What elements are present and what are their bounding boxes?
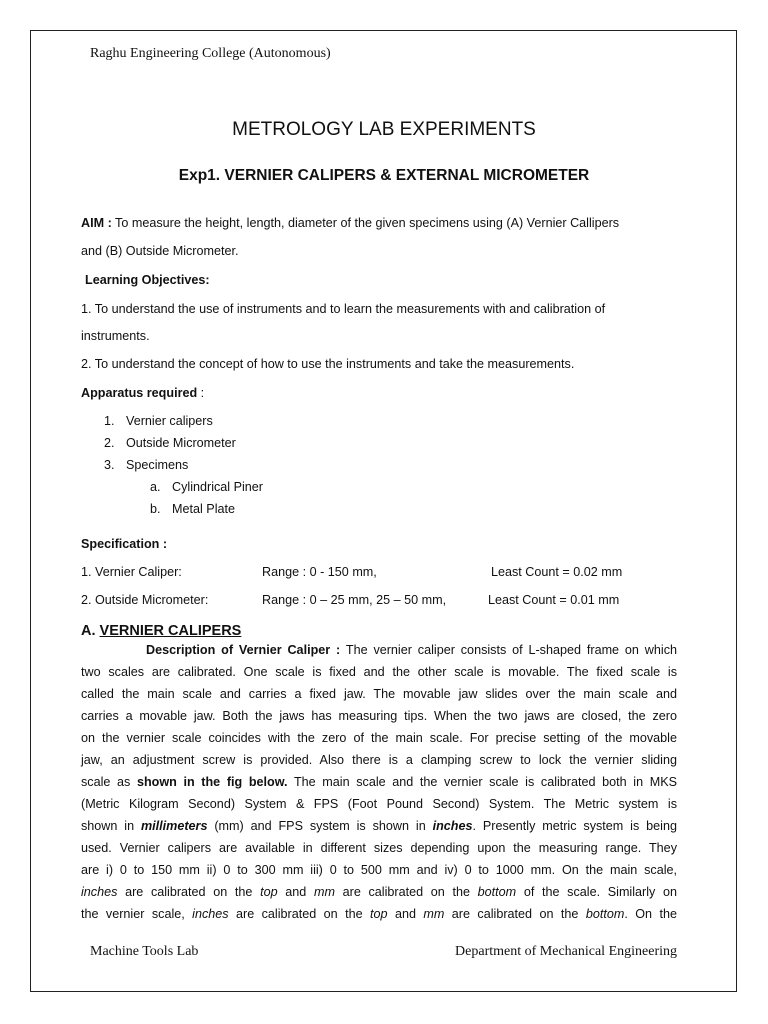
list-text: Vernier calipers <box>126 414 213 428</box>
aim-label: AIM : <box>81 216 112 230</box>
text-run: millimeters <box>140 819 208 833</box>
aim-line-1 <box>81 216 619 230</box>
aim-text: To measure the height, length, diameter of the given specimens using (A) Vernier Callipers <box>111 216 620 230</box>
list-letter: a. <box>150 480 161 494</box>
paragraph-line <box>81 775 677 789</box>
paragraph-line <box>81 753 677 767</box>
text-run: on the vernier scale coincides with the zero of the main scale. For precise setting of the movable <box>81 731 677 745</box>
text-run: carries a movable jaw. Both the jaws has measuring tips. When the two jaws are closed, the zero <box>81 709 677 723</box>
text-run: two scales are calibrated. One scale is fixed and the other scale is movable. The fixed scale is <box>81 665 677 679</box>
apparatus-item <box>104 414 213 428</box>
text-run: the vernier scale, <box>81 907 193 921</box>
spec-range: Range : 0 – 25 mm, 25 – 50 mm, <box>262 593 447 607</box>
objective-1-line-1: 1. To understand the use of instruments and to learn the measurements with and calibration of <box>81 302 606 316</box>
spec-range: Range : 0 - 150 mm, <box>262 565 377 579</box>
text-run: inches <box>192 907 229 921</box>
text-run: bottom <box>585 907 625 921</box>
paragraph-line <box>81 863 677 877</box>
paragraph-line <box>81 731 677 745</box>
apparatus-item <box>104 436 236 450</box>
list-number: 2. <box>104 436 115 450</box>
text-run: and <box>387 907 424 921</box>
section-title: VERNIER CALIPERS <box>99 623 242 639</box>
footer-left: Machine Tools Lab <box>90 944 199 959</box>
text-run: Description of Vernier Caliper : <box>146 643 341 657</box>
paragraph-line <box>81 709 677 723</box>
paragraph-line <box>81 797 677 811</box>
text-run: inches <box>81 885 118 899</box>
text-run: are calibrated on the <box>334 885 478 899</box>
text-run: are i) 0 to 150 mm ii) 0 to 300 mm iii) 0 to 500 mm and iv) 0 to 1000 mm. On the main scale, <box>81 863 677 877</box>
aim-line-2: and (B) Outside Micrometer. <box>81 244 239 258</box>
footer-right: Department of Mechanical Engineering <box>455 944 677 959</box>
spec-least-count: Least Count = 0.02 mm <box>491 565 623 579</box>
spec-name: 1. Vernier Caliper: <box>81 565 182 579</box>
list-letter: b. <box>150 502 161 516</box>
text-run: top <box>370 907 388 921</box>
text-run: bottom <box>477 885 517 899</box>
list-text: Specimens <box>126 458 189 472</box>
text-run: The main scale and the vernier scale is calibrated both in MKS <box>287 775 678 789</box>
objective-1-line-2: instruments. <box>81 329 150 343</box>
paragraph-line <box>81 841 677 855</box>
text-run: shown in the fig below. <box>136 775 288 789</box>
apparatus-subitem <box>150 502 235 516</box>
apparatus-colon: : <box>197 386 205 400</box>
text-run: used. Vernier calipers are available in different sizes depending upon the measuring range. They <box>81 841 677 855</box>
paragraph-line <box>81 687 677 701</box>
text-run: inches <box>432 819 473 833</box>
text-run: are calibrated on the <box>228 907 371 921</box>
section-a-heading <box>81 623 241 639</box>
text-run: jaw, an adjustment screw is provided. Also there is a clamping screw to lock the vernier sliding <box>81 753 677 767</box>
text-run: shown in <box>81 819 141 833</box>
list-text: Cylindrical Piner <box>172 480 263 494</box>
paragraph-line <box>146 643 677 657</box>
list-text: Outside Micrometer <box>126 436 236 450</box>
text-run: The vernier caliper consists of L-shaped frame on which <box>340 643 677 657</box>
list-number: 3. <box>104 458 115 472</box>
experiment-title: Exp1. VERNIER CALIPERS & EXTERNAL MICROMETER <box>178 167 590 184</box>
spec-name: 2. Outside Micrometer: <box>81 593 209 607</box>
paragraph-line <box>81 885 677 899</box>
paragraph-line <box>81 665 677 679</box>
apparatus-heading <box>81 386 204 400</box>
text-run: . Presently metric system is being <box>472 819 677 833</box>
text-run: top <box>260 885 278 899</box>
header-college: Raghu Engineering College (Autonomous) <box>90 46 331 61</box>
text-run: called the main scale and carries a fixed jaw. The movable jaw slides over the main scale and <box>81 687 677 701</box>
objective-2: 2. To understand the concept of how to use the instruments and take the measurements. <box>81 357 575 371</box>
learning-objectives-heading: Learning Objectives: <box>85 273 210 287</box>
text-run: (mm) and FPS system is shown in <box>207 819 433 833</box>
text-run: are calibrated on the <box>117 885 261 899</box>
spec-least-count: Least Count = 0.01 mm <box>488 593 620 607</box>
specification-heading: Specification : <box>81 537 168 551</box>
list-number: 1. <box>104 414 115 428</box>
section-prefix: A. <box>81 623 100 639</box>
text-run: mm <box>313 885 335 899</box>
text-run: mm <box>423 907 445 921</box>
text-run: scale as <box>81 775 137 789</box>
text-run: and <box>277 885 314 899</box>
list-text: Metal Plate <box>172 502 235 516</box>
apparatus-subitem <box>150 480 263 494</box>
text-run: . On the <box>624 907 677 921</box>
page-title: METROLOGY LAB EXPERIMENTS <box>232 119 536 140</box>
paragraph-line <box>81 819 677 833</box>
paragraph-line <box>81 907 677 921</box>
text-run: of the scale. Similarly on <box>516 885 677 899</box>
text-run: (Metric Kilogram Second) System & FPS (Foot Pound Second) System. The Metric system is <box>81 797 677 811</box>
apparatus-heading-text: Apparatus required <box>81 386 198 400</box>
apparatus-item <box>104 458 189 472</box>
text-run: are calibrated on the <box>444 907 586 921</box>
